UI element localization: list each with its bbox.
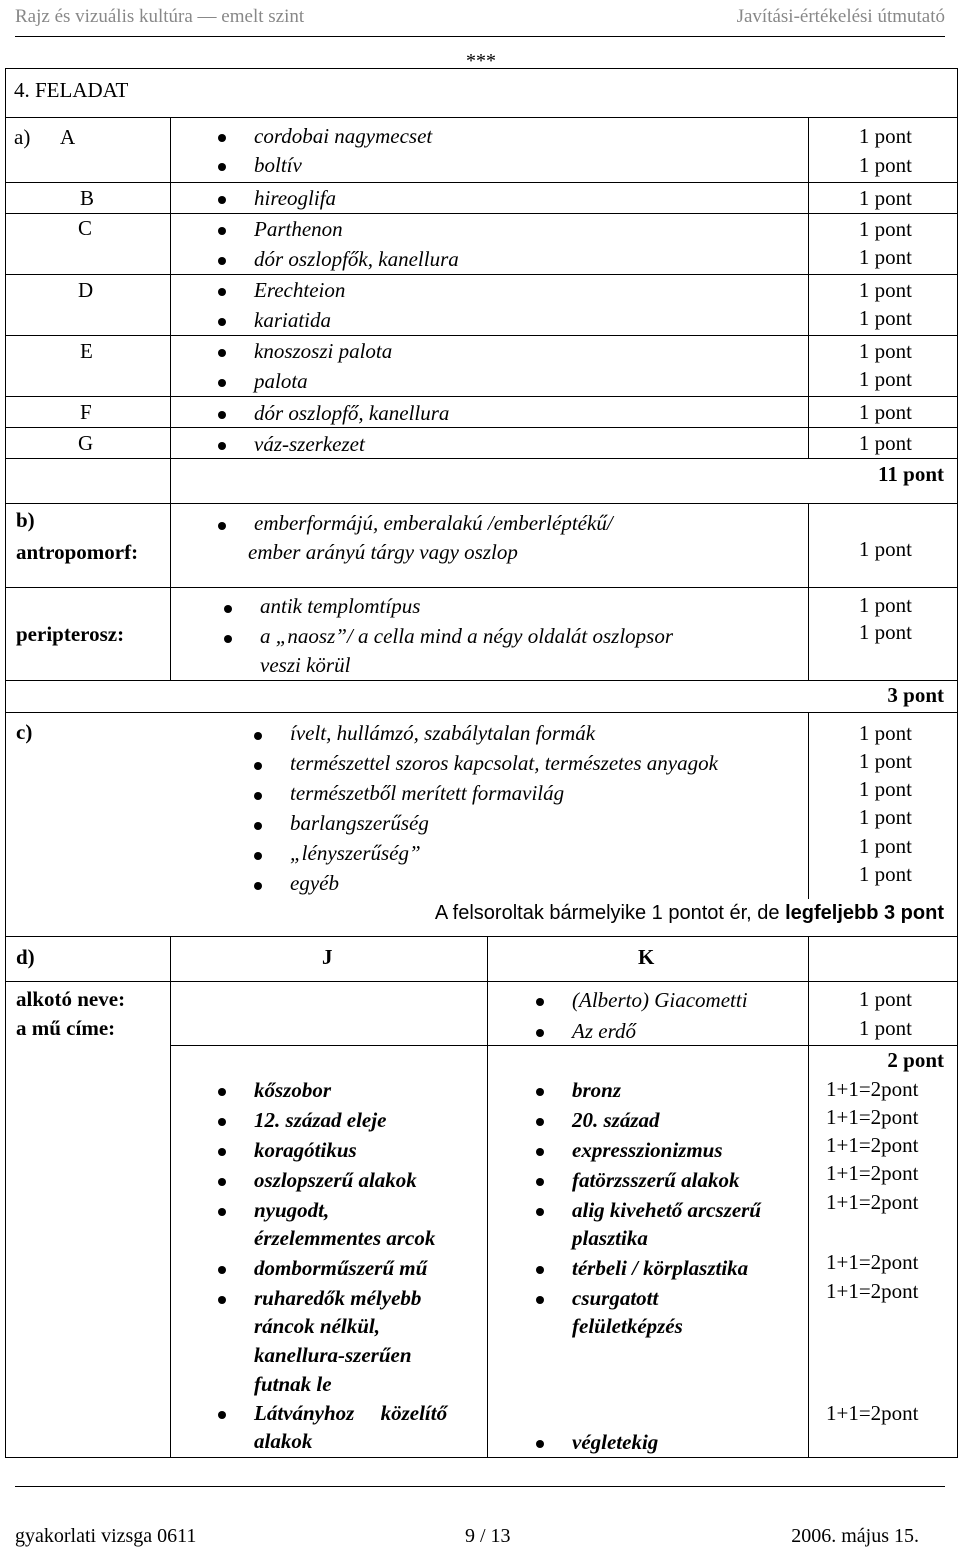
j-item: kőszobor (254, 1078, 332, 1102)
a-points: 1 pont (858, 186, 912, 210)
d-pair-points: 1+1=2pont (826, 1161, 919, 1185)
rule-a-vertical-right (808, 117, 809, 458)
column-k-header: K (638, 945, 655, 969)
work-label: a mű címe: (16, 1016, 116, 1040)
a-letter: F (80, 400, 92, 424)
bullet-icon (218, 349, 226, 357)
work-k: Az erdő (572, 1019, 636, 1043)
c-item: barlangszerűség (290, 811, 429, 835)
d-points: 1 pont (858, 1016, 912, 1040)
a-points: 1 pont (858, 153, 912, 177)
c-points: 1 pont (858, 805, 912, 829)
bullet-icon (536, 1208, 544, 1216)
b-points: 1 pont (858, 537, 912, 561)
c-item: ívelt, hullámzó, szabálytalan formák (290, 721, 596, 745)
rule-a-vertical-left (170, 117, 171, 503)
d-pair-points: 1+1=2pont (826, 1279, 919, 1303)
a-item: hireoglifa (254, 186, 337, 210)
antropomorf-definition-line1: emberformájú, emberalakú /emberléptékű/ (254, 511, 613, 535)
c-note-limit: legfeljebb 3 pont (785, 902, 944, 924)
bullet-icon (254, 732, 262, 740)
j-item: 12. század eleje (254, 1108, 387, 1132)
rule-c-top (5, 712, 958, 713)
a-total: 11 pont (878, 462, 944, 486)
k-item: végletekig (572, 1430, 659, 1454)
bullet-icon (254, 822, 262, 830)
bullet-icon (536, 1266, 544, 1274)
rule-a-EF (5, 396, 958, 397)
rule-b-top (5, 503, 958, 504)
peripterosz-item: a „naosz”/ a cella mind a négy oldalát oszlopsor (260, 624, 674, 648)
j-item-cont: kanellura-szerűen (254, 1343, 412, 1367)
d-pair-points: 1+1=2pont (826, 1105, 919, 1129)
c-points: 1 pont (858, 834, 912, 858)
bullet-icon (536, 1178, 544, 1186)
d-pair-points: 1+1=2pont (826, 1401, 919, 1425)
b-points: 1 pont (858, 593, 912, 617)
bullet-icon (536, 1118, 544, 1126)
j-item-cont: ráncok nélkül, (254, 1314, 381, 1338)
a-item: boltív (254, 153, 302, 177)
d-pair-points: 1+1=2pont (826, 1133, 919, 1157)
antropomorf-label: antropomorf: (16, 540, 139, 564)
section-c-label: c) (16, 720, 33, 744)
c-item: természetből merített formavilág (290, 781, 565, 805)
d-pair-points: 1+1=2pont (826, 1250, 919, 1274)
j-item: koragótikus (254, 1138, 357, 1162)
bullet-icon (536, 998, 544, 1006)
a-points: 1 pont (858, 245, 912, 269)
rule-c-vertical-right (808, 712, 809, 899)
a-item: cordobai nagymecset (254, 124, 433, 148)
bullet-icon (536, 1296, 544, 1304)
footer-exam: gyakorlati vizsga 0611 (15, 1525, 197, 1547)
section-a-label: a) (14, 125, 31, 149)
c-points: 1 pont (858, 777, 912, 801)
a-letter: C (78, 216, 93, 240)
j-item-cont: alakok (254, 1429, 313, 1453)
a-item: Erechteion (254, 278, 346, 302)
j-item: domborműszerű mű (254, 1256, 428, 1280)
rule-b-total (5, 680, 958, 681)
footer-page-number: 9 / 13 (465, 1525, 511, 1547)
bullet-icon (218, 522, 226, 530)
section-d-label: d) (16, 945, 35, 969)
rule-a-G-total (5, 458, 958, 459)
a-points: 1 pont (858, 124, 912, 148)
a-points: 1 pont (858, 278, 912, 302)
a-points: 1 pont (858, 217, 912, 241)
bullet-icon (218, 1148, 226, 1156)
k-item: térbeli / körplasztika (572, 1256, 749, 1280)
rule-d-vertical-right (808, 936, 809, 1457)
a-item: knoszoszi palota (254, 339, 393, 363)
section-separator: *** (466, 50, 496, 72)
bullet-icon (218, 442, 226, 450)
d-points: 1 pont (858, 987, 912, 1011)
task-title: 4. FELADAT (14, 78, 129, 102)
k-item: 20. század (572, 1108, 660, 1132)
c-points: 1 pont (858, 721, 912, 745)
bullet-icon (254, 882, 262, 890)
k-item-cont: felületképzés (572, 1314, 683, 1338)
bullet-icon (218, 196, 226, 204)
rule-d-names (170, 1045, 958, 1046)
k-item: alig kivehető arcszerű (572, 1198, 761, 1222)
section-b-label: b) (16, 508, 35, 532)
bullet-icon (218, 1118, 226, 1126)
a-points: 1 pont (858, 339, 912, 363)
rule-a-DE (5, 335, 958, 336)
bullet-icon (218, 227, 226, 235)
footer-date: 2006. május 15. (791, 1525, 919, 1547)
a-points: 1 pont (858, 400, 912, 424)
bullet-icon (218, 411, 226, 419)
bullet-icon (218, 1088, 226, 1096)
bullet-icon (224, 635, 232, 643)
bullet-icon (536, 1440, 544, 1448)
rule-a-AB (5, 182, 958, 183)
bullet-icon (218, 134, 226, 142)
a-points: 1 pont (858, 367, 912, 391)
c-scoring-note (435, 902, 944, 925)
j-item: oszlopszerű alakok (254, 1168, 417, 1192)
c-item: „lényszerűség” (290, 841, 421, 865)
bullet-icon (218, 1208, 226, 1216)
bullet-icon (218, 1411, 226, 1419)
author-k: (Alberto) Giacometti (572, 988, 748, 1012)
rule-d-header (5, 981, 958, 982)
a-points: 1 pont (858, 306, 912, 330)
b-total: 3 pont (887, 683, 944, 707)
page-header (15, 0, 945, 37)
rule-d-top (5, 936, 958, 937)
b-points: 1 pont (858, 620, 912, 644)
d-pair-points: 1+1=2pont (826, 1190, 919, 1214)
rule-a-FG (5, 427, 958, 428)
d-pair-points: 1+1=2pont (826, 1077, 919, 1101)
bullet-icon (218, 1296, 226, 1304)
bullet-icon (218, 257, 226, 265)
rule-b-vertical-left (170, 503, 171, 680)
antropomorf-definition-line2: ember arányú tárgy vagy oszlop (248, 540, 518, 564)
j-item-cont: érzelemmentes arcok (254, 1226, 436, 1250)
k-item: expresszionizmus (572, 1138, 723, 1162)
rule-b-mid (5, 587, 958, 588)
bullet-icon (254, 792, 262, 800)
c-points: 1 pont (858, 862, 912, 886)
a-item: palota (254, 369, 308, 393)
j-item: Látványhoz közelítő (254, 1401, 448, 1425)
bullet-icon (218, 379, 226, 387)
bullet-icon (218, 163, 226, 171)
bullet-icon (536, 1029, 544, 1037)
j-item-cont: futnak le (254, 1372, 332, 1396)
rule-a-top (5, 117, 958, 118)
a-letter: E (80, 339, 93, 363)
column-j-header: J (322, 945, 333, 969)
rule-d-vertical-left (170, 936, 171, 1457)
c-points: 1 pont (858, 749, 912, 773)
a-item: Parthenon (254, 217, 343, 241)
peripterosz-item-cont: veszi körül (260, 653, 351, 677)
j-item: ruharedők mélyebb (254, 1286, 422, 1310)
rule-b-vertical-right (808, 503, 809, 680)
k-item: csurgatott (572, 1286, 659, 1310)
header-subject: Rajz és vizuális kultúra — emelt szint (15, 6, 305, 27)
a-points: 1 pont (858, 431, 912, 455)
k-item: fatörzsszerű alakok (572, 1168, 740, 1192)
a-item: kariatida (254, 308, 331, 332)
a-letter: D (78, 278, 94, 302)
peripterosz-item: antik templomtípus (260, 594, 421, 618)
a-item: dór oszlopfők, kanellura (254, 247, 459, 271)
header-guide: Javítási-értékelési útmutató (736, 6, 945, 27)
bullet-icon (536, 1088, 544, 1096)
bullet-icon (218, 1266, 226, 1274)
rule-d-vertical-mid (487, 936, 488, 1457)
j-item: nyugodt, (254, 1198, 330, 1222)
k-item-cont: plasztika (572, 1226, 648, 1250)
rule-a-BC (5, 213, 958, 214)
bullet-icon (218, 1178, 226, 1186)
bullet-icon (254, 852, 262, 860)
a-letter: A (60, 125, 76, 149)
bullet-icon (218, 318, 226, 326)
peripterosz-label: peripterosz: (16, 622, 125, 646)
d-subtotal: 2 pont (887, 1048, 944, 1072)
author-label: alkotó neve: (16, 987, 126, 1011)
a-letter: G (78, 431, 94, 455)
a-item: dór oszlopfő, kanellura (254, 401, 450, 425)
c-note-text: A felsoroltak bármelyike 1 pontot ér, de (434, 902, 786, 924)
a-item: váz-szerkezet (254, 432, 365, 456)
bullet-icon (254, 762, 262, 770)
a-letter: B (80, 186, 95, 210)
page-footer (15, 1486, 945, 1547)
c-item: egyéb (290, 871, 339, 895)
c-item: természettel szoros kapcsolat, természetes anyagok (290, 751, 718, 775)
bullet-icon (224, 605, 232, 613)
rule-a-CD (5, 274, 958, 275)
bullet-icon (218, 288, 226, 296)
bullet-icon (536, 1148, 544, 1156)
k-item: bronz (572, 1078, 622, 1102)
